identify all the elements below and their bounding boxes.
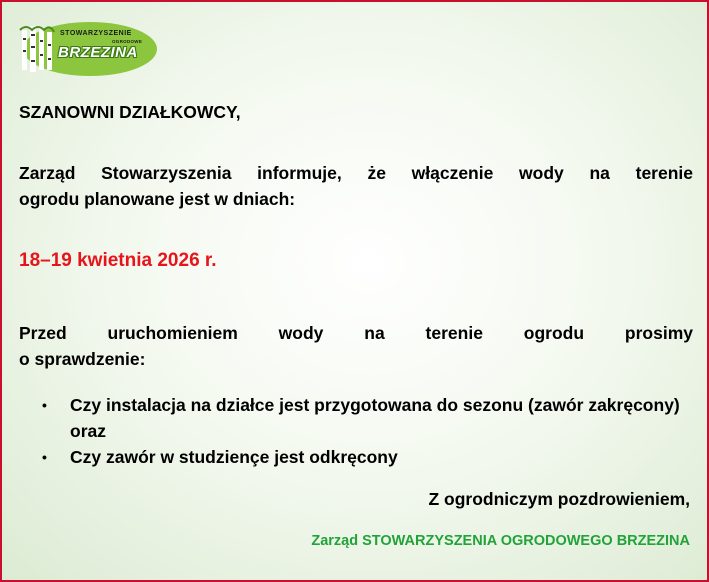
signature: Zarząd STOWARZYSZENIA OGRODOWEGO BRZEZINA bbox=[311, 533, 690, 549]
request-line-2: o sprawdzenie: bbox=[19, 349, 146, 369]
request-line-1: Przed uruchomieniem wody na terenie ogrodu prosimy bbox=[19, 323, 693, 343]
checklist-item: • Czy zawór w studziençe jest odkręcony bbox=[42, 444, 692, 470]
announcement-line-1: Zarząd Stowarzyszenia informuje, że włączenie wody na terenie bbox=[19, 163, 693, 183]
logo-text-mid: OGRODOWE bbox=[112, 39, 143, 44]
logo-text-top: STOWARZYSZENIE bbox=[60, 30, 132, 37]
request-paragraph bbox=[19, 320, 693, 372]
checklist bbox=[42, 392, 692, 470]
checklist-item: • Czy instalacja na działce jest przygotowana do sezonu (zawór zakręcony) oraz bbox=[42, 392, 692, 444]
greeting: SZANOWNI DZIAŁKOWCY, bbox=[19, 102, 241, 122]
announcement-paragraph bbox=[19, 160, 693, 212]
closing-line: Z ogrodniczym pozdrowieniem, bbox=[428, 489, 690, 509]
water-date: 18–19 kwietnia 2026 r. bbox=[19, 250, 217, 271]
association-logo bbox=[18, 20, 158, 78]
logo-text-main: BRZEZINA bbox=[58, 44, 138, 61]
announcement-line-2: ogrodu planowane jest w dniach: bbox=[19, 189, 296, 209]
